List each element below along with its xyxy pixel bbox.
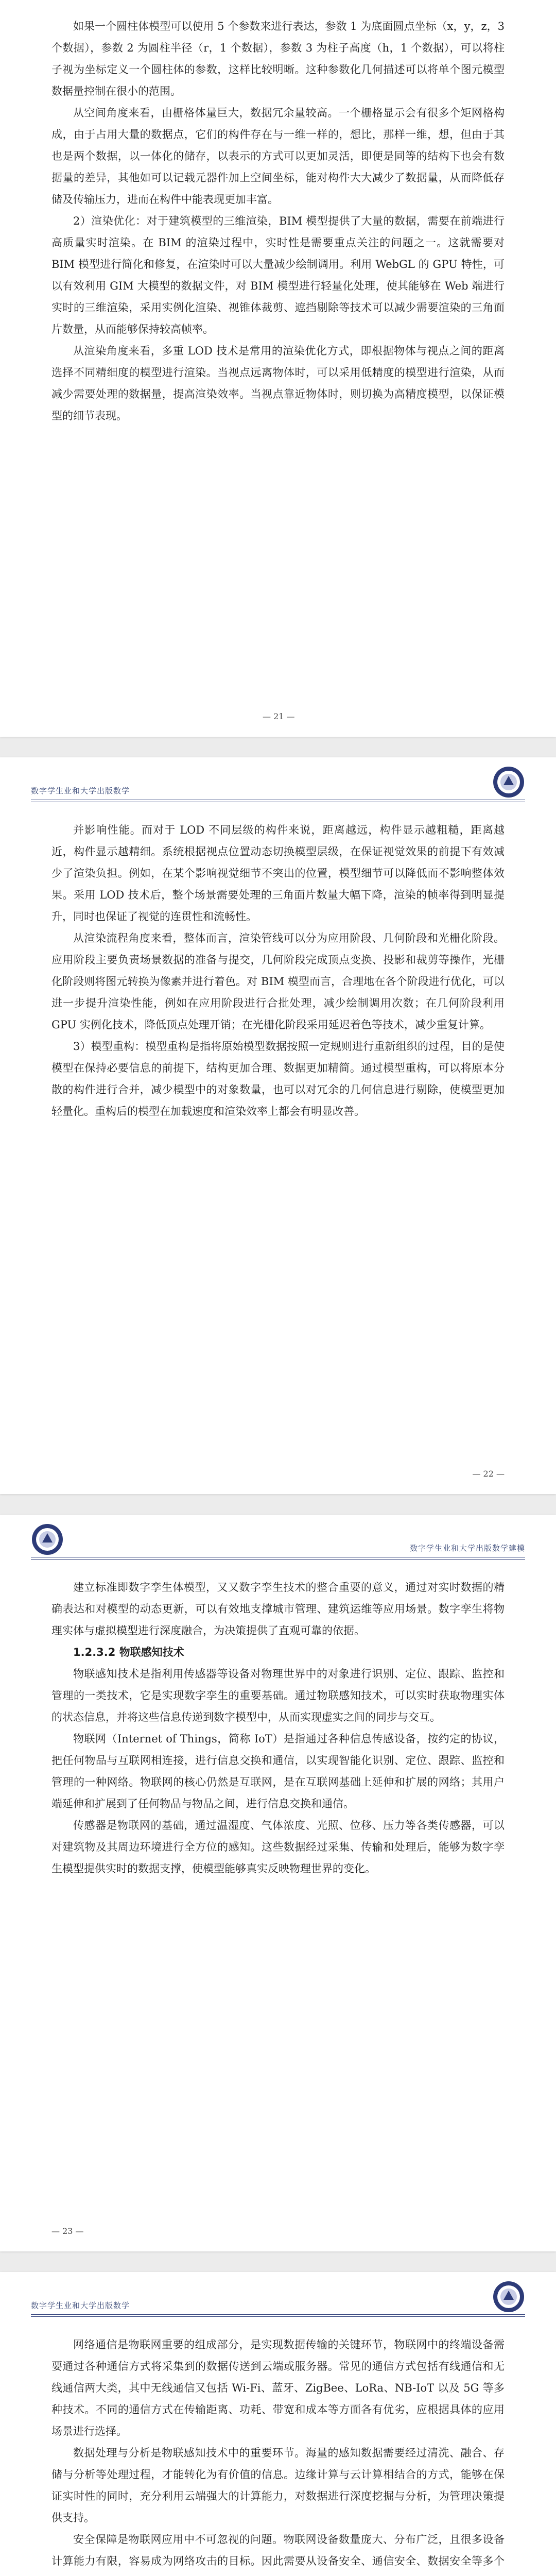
page-body — [51, 819, 505, 1122]
paragraph: 从空间角度来看，由栅格体量巨大，数据冗余量较高。一个栅格显示会有很多个矩网格构成，由于占用大量的数据点，它们的构件存在与一维一样的，想比，那样一维，想，但由于其也是两个数据，以一体化的储存，以表示的方式可以更加灵活，即便是同等的结构下也会有数据量的差异，其他如可以记载元器件加上空间坐标，能对构件大大减少了数据量，从而降低存储及传输压力，进而在构件中能表现更加丰富。 — [51, 107, 505, 206]
page-3 — [0, 1515, 556, 2251]
header-rule — [31, 2316, 525, 2317]
page-header — [31, 766, 525, 802]
paragraph: 从渲染角度来看，多重 LOD 技术是常用的渲染优化方式，即根据物体与视点之间的距离选择不同精细度的模型进行渲染。当视点远离物体时，可以采用低精度的模型进行渲染，从而减少需要处理的数据量，提高渲染效率。当视点靠近物体时，则切换为高精度模型，以保证模型的细节表现。 — [51, 345, 505, 422]
university-seal-icon — [31, 1523, 64, 1556]
section-heading: 1.2.3.2 物联感知技术 — [73, 1646, 184, 1658]
paragraph: 如果一个圆柱体模型可以使用 5 个参数来进行表达，参数 1 为底面圆点坐标（x，y，z，3 个数据），参数 2 为圆柱半径（r，1 个数据），参数 3 为柱子高度（h，1 个数据），可以将柱子视为坐标定义一个圆柱体的参数，这样比较明晰。这种参数化几何描述可以将单个图元模型数据量控制在很小的范围。 — [51, 20, 505, 97]
page-number: — 22 — — [472, 1469, 505, 1479]
paragraph: 3）模型重构：模型重构是指将原始模型数据按照一定规则进行重新组织的过程，目的是使模型在保持必要信息的前提下，结构更加合理、数据更加精简。通过模型重构，可以将原本分散的构件进行合并，减少模型中的对象数量，也可以对冗余的几何信息进行剔除，使模型更加轻量化。重构后的模型在加载速度和渲染效率上都会有明显改善。 — [51, 1040, 505, 1117]
paragraph: 物联网（Internet of Things，简称 IoT）是指通过各种信息传感设备，按约定的协议，把任何物品与互联网相连接，进行信息交换和通信，以实现智能化识别、定位、跟踪、监控和管理的一种网络。物联网的核心仍然是互联网，是在互联网基础上延伸和扩展的网络；其用户端延伸和扩展到了任何物品与物品之间，进行信息交换和通信。 — [51, 1733, 505, 1810]
running-header: 数字学生业和大学出版数学 — [31, 2301, 130, 2310]
paragraph: 网络通信是物联网重要的组成部分，是实现数据传输的关键环节，物联网中的终端设备需要通过各种通信方式将采集到的数据传送到云端或服务器。常见的通信方式包括有线通信和无线通信两大类，其中无线通信又包括 Wi-Fi、蓝牙、ZigBee、LoRa、NB-IoT 以及 5G 等多种技术。不同的通信方式在传输距离、功耗、带宽和成本等方面各有优劣，应根据具体的应用场景进行选择。 — [51, 2338, 505, 2437]
page-1 — [0, 0, 556, 737]
page-body — [51, 1577, 505, 1879]
university-seal-icon — [492, 2280, 525, 2313]
paragraph: 2）渲染优化：对于建筑模型的三维渲染，BIM 模型提供了大量的数据，需要在前端进行高质量实时渲染。在 BIM 的渲染过程中，实时性是需要重点关注的问题之一。这就需要对 BIM 模型进行简化和修复，在渲染时可以大量减少绘制调用。利用 WebGL 的 GPU 特性，可以有效利用 GIM 大模型的数据文件，对 BIM 模型进行轻量化处理，使其能够在 Web 端进行实时的三维渲染，采用实例化渲染、视锥体裁剪、遮挡剔除等技术可以减少需要渲染的三角面片数量，从而能够保持较高帧率。 — [51, 215, 505, 335]
page-header — [31, 2280, 525, 2316]
page-body — [51, 2334, 505, 2576]
running-header: 数字学生业和大学出版数学 — [31, 786, 130, 795]
page-2 — [0, 757, 556, 1494]
paragraph: 数据处理与分析是物联感知技术中的重要环节。海量的感知数据需要经过清洗、融合、存储与分析等处理过程，才能转化为有价值的信息。边缘计算与云计算相结合的方式，能够在保证实时性的同时，充分利用云端强大的计算能力，对数据进行深度挖掘与分析，为管理决策提供支持。 — [51, 2447, 505, 2524]
running-header: 数字学生业和大学出版数学建模 — [409, 1544, 525, 1553]
university-seal-icon — [492, 766, 525, 799]
page-4 — [0, 2272, 556, 2576]
paragraph: 传感器是物联网的基础，通过温湿度、气体浓度、光照、位移、压力等各类传感器，可以对建筑物及其周边环境进行全方位的感知。这些数据经过采集、传输和处理后，能够为数字孪生模型提供实时的数据支撑，使模型能够真实反映物理世界的变化。 — [51, 1819, 505, 1875]
paragraph: 安全保障是物联网应用中不可忽视的问题。物联网设备数量庞大、分布广泛，且很多设备计算能力有限，容易成为网络攻击的目标。因此需要从设备安全、通信安全、数据安全等多个 — [51, 2533, 505, 2567]
header-rule — [31, 1559, 525, 1560]
page-header — [31, 1523, 525, 1559]
paragraph: 建立标准即数字孪生体模型，又又数字孪生技术的整合重要的意义，通过对实时数据的精确表达和对模型的动态更新，可以有效地支撑城市管理、建筑运维等应用场景。数字孪生将物理实体与虚拟模型进行深度融合，为决策提供了直观可靠的依据。 — [51, 1581, 505, 1637]
page-number: — 23 — — [51, 2226, 84, 2236]
paragraph: 物联感知技术是指利用传感器等设备对物理世界中的对象进行识别、定位、跟踪、监控和管理的一类技术，它是实现数字孪生的重要基础。通过物联感知技术，可以实时获取物理实体的状态信息，并将这些信息传递到数字模型中，从而实现虚实之间的同步与交互。 — [51, 1668, 505, 1723]
page-body — [51, 15, 505, 427]
paragraph: 并影响性能。而对于 LOD 不同层级的构件来说，距离越远，构件显示越粗糙，距离越近，构件显示越精细。系统根据视点位置动态切换模型层级，在保证视觉效果的前提下有效减少了渲染负担。例如，在某个影响视觉细节不突出的位置，模型细节可以降低而不影响整体效果。采用 LOD 技术后，整个场景需要处理的三角面片数量大幅下降，渲染的帧率得到明显提升，同时也保证了视觉的连贯性和流畅性。 — [51, 824, 505, 923]
header-rule — [31, 2314, 525, 2315]
paragraph: 从渲染流程角度来看，整体而言，渲染管线可以分为应用阶段、几何阶段和光栅化阶段。应用阶段主要负责场景数据的准备与提交，几何阶段完成顶点变换、投影和裁剪等操作，光栅化阶段则将图元转换为像素并进行着色。对 BIM 模型而言，合理地在各个阶段进行优化，可以进一步提升渲染性能，例如在应用阶段进行合批处理，减少绘制调用次数；在几何阶段利用 GPU 实例化技术，降低顶点处理开销；在光栅化阶段采用延迟着色等技术，减少重复计算。 — [51, 932, 505, 1031]
page-number: — 21 — — [263, 711, 295, 721]
